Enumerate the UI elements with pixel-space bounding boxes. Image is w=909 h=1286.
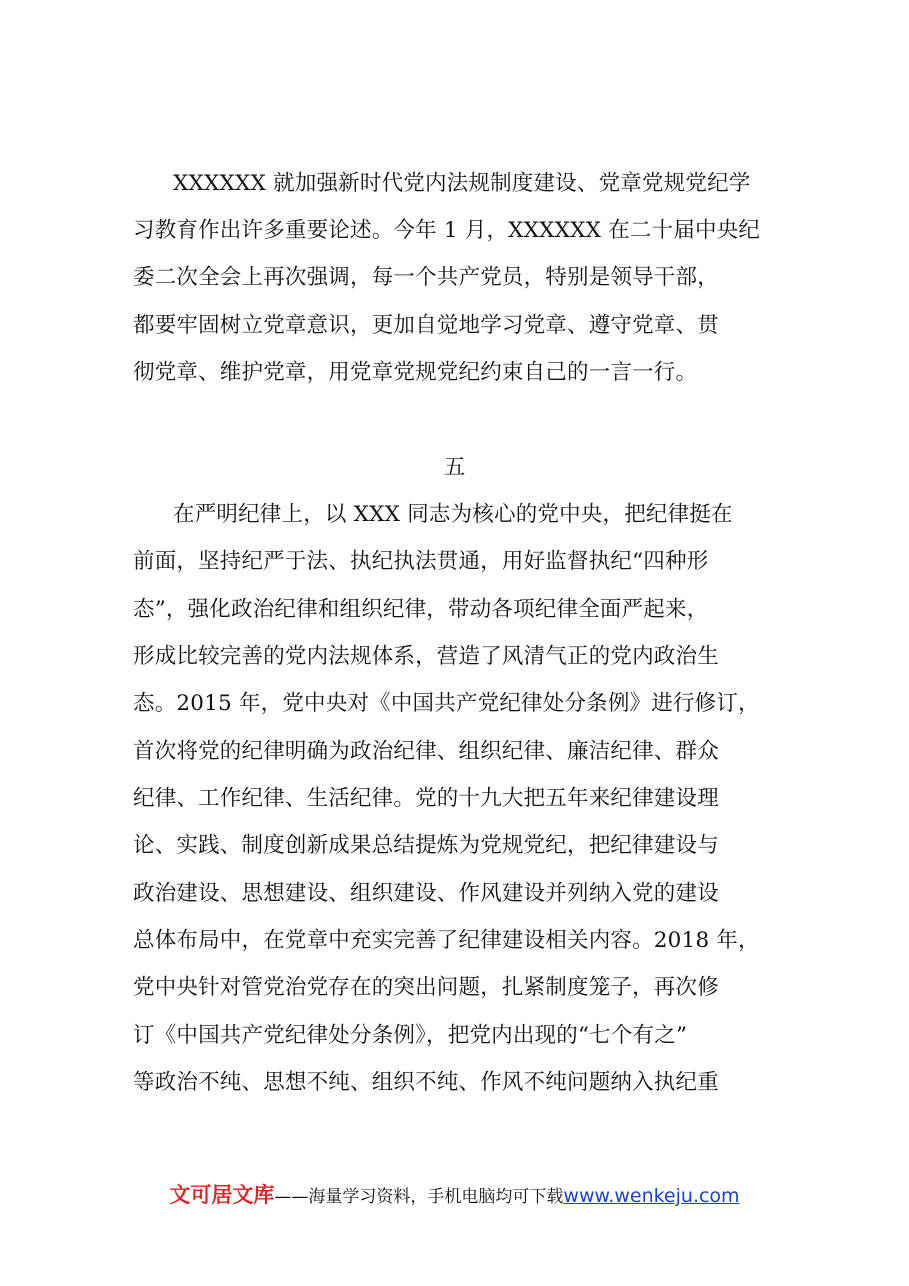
paragraph-1-line-5: 彻党章、维护党章，用党章党规党纪约束自己的一言一行。 bbox=[133, 360, 698, 385]
paragraph-2-line-10: 总体布局中，在党章中充实完善了纪律建设相关内容。2018 年， bbox=[133, 928, 760, 953]
footer-banner bbox=[0, 1180, 909, 1212]
footer-brand: 文可居文库 bbox=[169, 1183, 275, 1207]
paragraph-1-line-1: XXXXXX 就加强新时代党内法规制度建设、党章党规党纪学 bbox=[173, 171, 751, 196]
paragraph-2-line-6: 首次将党的纪律明确为政治纪律、组织纪律、廉洁纪律、群众 bbox=[133, 739, 719, 764]
paragraph-2-line-11: 党中央针对管党治党存在的突出问题，扎紧制度笼子，再次修 bbox=[133, 975, 719, 1000]
paragraph-1-line-2: 习教育作出许多重要论述。今年 1 月，XXXXXX 在二十届中央纪 bbox=[133, 218, 761, 243]
paragraph-2-line-5: 态。2015 年，党中央对《中国共产党纪律处分条例》进行修订， bbox=[133, 691, 760, 716]
footer-dash: —— bbox=[274, 1187, 309, 1207]
paragraph-1-line-3: 委二次全会上再次强调，每一个共产党员，特别是领导干部， bbox=[133, 265, 719, 290]
paragraph-2-line-13: 等政治不纯、思想不纯、组织不纯、作风不纯问题纳入执纪重 bbox=[133, 1070, 719, 1095]
paragraph-2-line-4: 形成比较完善的党内法规体系，营造了风清气正的党内政治生 bbox=[133, 644, 719, 669]
paragraph-2-line-7: 纪律、工作纪律、生活纪律。党的十九大把五年来纪律建设理 bbox=[133, 786, 719, 811]
section-heading: 五 bbox=[443, 455, 466, 480]
paragraph-2-line-8: 论、实践、制度创新成果总结提炼为党规党纪，把纪律建设与 bbox=[133, 833, 719, 858]
paragraph-2-line-2: 前面，坚持纪严于法、执纪执法贯通，用好监督执纪“四种形 bbox=[133, 549, 709, 574]
footer-website-link[interactable]: www.wenkeju.com bbox=[563, 1185, 740, 1207]
paragraph-2-line-3: 态”，强化政治纪律和组织纪律，带动各项纪律全面严起来， bbox=[133, 597, 709, 622]
paragraph-2-line-9: 政治建设、思想建设、组织建设、作风建设并列纳入党的建设 bbox=[133, 881, 719, 906]
paragraph-2-line-1: 在严明纪律上，以 XXX 同志为核心的党中央，把纪律挺在 bbox=[173, 502, 733, 527]
paragraph-1-line-4: 都要牢固树立党章意识，更加自觉地学习党章、遵守党章、贯 bbox=[133, 313, 719, 338]
paragraph-2-line-12: 订《中国共产党纪律处分条例》，把党内出现的“七个有之” bbox=[133, 1023, 688, 1048]
footer-tagline: 海量学习资料，手机电脑均可下载 bbox=[308, 1187, 564, 1207]
